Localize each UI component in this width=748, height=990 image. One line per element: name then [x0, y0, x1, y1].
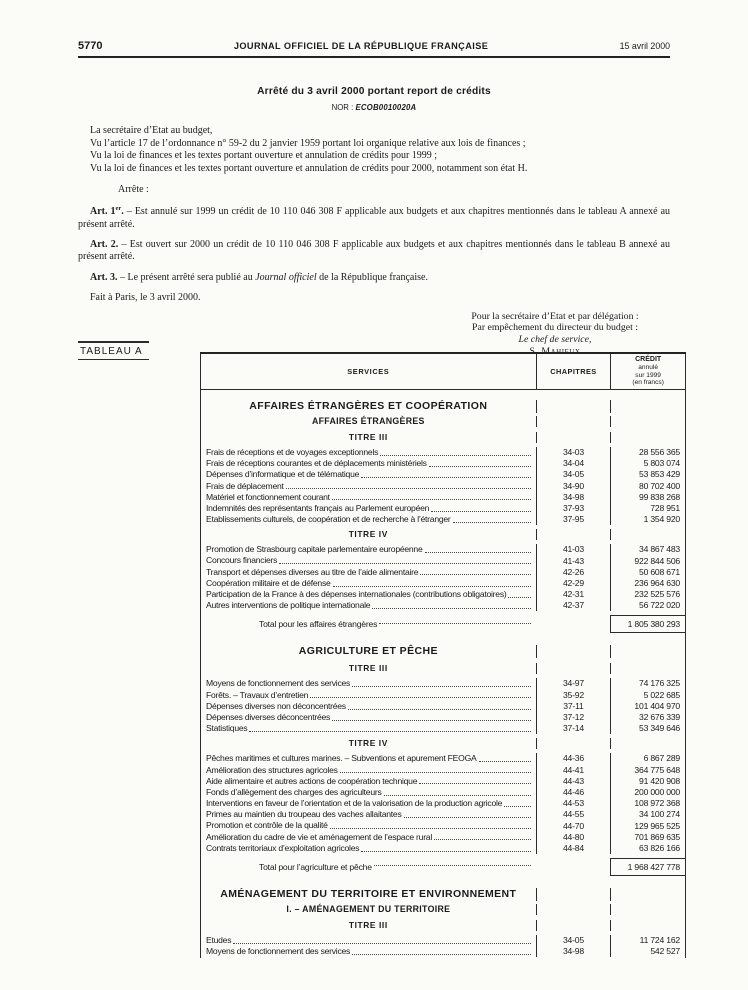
- row-credit: 53 853 429: [610, 469, 685, 480]
- dot-leader: [380, 455, 530, 456]
- dot-leader: [286, 488, 531, 489]
- row-chapter: 34-05: [536, 935, 611, 946]
- dot-leader: [361, 477, 530, 478]
- table-row-item: [201, 935, 685, 946]
- preamble-line: La secrétaire d’Etat au budget,: [90, 125, 213, 136]
- row-credit: 236 964 630: [610, 578, 685, 589]
- table-row-item: [201, 832, 685, 843]
- section-heading: TITRE IV: [348, 529, 388, 540]
- row-chapter: 37-12: [536, 712, 611, 723]
- arrete-label: Arrête :: [118, 184, 149, 196]
- credits-table: [200, 352, 686, 958]
- table-row-h2: [201, 902, 685, 916]
- row-credit: 232 525 576: [610, 589, 685, 600]
- table-row-item: [201, 514, 685, 525]
- table-row-item: [201, 469, 685, 480]
- total-amount: 1 968 427 778: [611, 858, 685, 876]
- row-chapter: 44-43: [536, 776, 611, 787]
- row-label: Fonds d’allègement des charges des agriculteurs: [206, 786, 382, 797]
- dot-leader: [352, 954, 531, 955]
- table-row-item: [201, 578, 685, 589]
- table-row-h1: [201, 390, 685, 414]
- row-label: Total pour les affaires étrangères: [259, 619, 378, 630]
- table-row-item: [201, 753, 685, 764]
- row-chapter: 44-84: [536, 843, 611, 854]
- table-row-h1: [201, 635, 685, 659]
- table-row-total: [201, 615, 685, 633]
- table-row-item: [201, 776, 685, 787]
- table-row-item: [201, 492, 685, 503]
- row-label: Participation de la France à des dépenses internationales (contributions obligatoires): [206, 589, 507, 600]
- table-row-item: [201, 458, 685, 469]
- row-chapter: 44-55: [536, 809, 611, 820]
- row-label: Frais de déplacement: [206, 480, 284, 491]
- row-label: Etablissements culturels, de coopération et de recherche à l’étranger: [206, 514, 451, 525]
- row-chapter: 34-04: [536, 458, 611, 469]
- table-row-item: [201, 481, 685, 492]
- row-label: Statistiques: [206, 723, 248, 734]
- table-row-item: [201, 787, 685, 798]
- table-row-h3: [201, 734, 685, 753]
- row-label: Promotion de Strasbourg capitale parlementaire européenne: [206, 544, 423, 555]
- row-credit: 28 556 365: [610, 447, 685, 458]
- row-chapter: 42-31: [536, 589, 611, 600]
- section-heading: TITRE IV: [348, 738, 388, 749]
- row-label: Etudes: [206, 935, 232, 946]
- row-credit: 701 869 635: [610, 832, 685, 843]
- row-chapter: 37-11: [536, 701, 611, 712]
- table-row-item: [201, 503, 685, 514]
- row-label: Total pour l’agriculture et pêche: [259, 862, 372, 873]
- dot-leader: [429, 466, 531, 467]
- dot-leader: [332, 499, 531, 500]
- dot-leader: [330, 828, 531, 829]
- preamble-line: Vu la loi de finances et les textes portant ouverture et annulation de crédits pour 1999 ;: [90, 150, 438, 162]
- journal-title: JOURNAL OFFICIEL DE LA RÉPUBLIQUE FRANÇAISE: [233, 41, 489, 51]
- row-label: Frais de réceptions courantes et de déplacements ministériels: [206, 458, 427, 469]
- table-row-item: [201, 600, 685, 611]
- table-row-h2: [201, 414, 685, 428]
- dot-leader: [361, 851, 530, 852]
- row-chapter: 41-03: [536, 544, 611, 555]
- row-label: Pêches maritimes et cultures marines. – Subventions et apurement FEOGA: [206, 753, 477, 764]
- row-credit: 34 100 274: [610, 809, 685, 820]
- row-chapter: 44-46: [536, 787, 611, 798]
- row-credit: 101 404 970: [610, 701, 685, 712]
- section-heading: TITRE III: [348, 920, 388, 931]
- table-row-item: [201, 567, 685, 578]
- row-chapter: 44-80: [536, 832, 611, 843]
- row-label: Moyens de fonctionnement des services: [206, 678, 351, 689]
- row-chapter: 42-37: [536, 600, 611, 611]
- row-chapter: 44-36: [536, 753, 611, 764]
- nor-line: [78, 103, 670, 112]
- dot-leader: [453, 522, 531, 523]
- row-credit: 56 722 020: [610, 600, 685, 611]
- row-credit: 11 724 162: [610, 935, 685, 946]
- dot-leader: [352, 686, 531, 687]
- row-label: Forêts. – Travaux d’entretien: [206, 689, 309, 700]
- table-row-item: [201, 765, 685, 776]
- row-label: Promotion et contrôle de la qualité: [206, 820, 328, 831]
- dot-leader: [340, 772, 531, 773]
- table-row-h3: [201, 525, 685, 544]
- preamble: [78, 125, 670, 175]
- dot-leader: [508, 597, 530, 598]
- row-credit: 99 838 268: [610, 492, 685, 503]
- row-credit: 542 527: [610, 946, 685, 957]
- table-row-item: [201, 723, 685, 734]
- table-row-h1: [201, 878, 685, 902]
- nor-label: NOR :: [331, 103, 354, 112]
- running-head: [78, 40, 670, 52]
- dot-leader: [504, 806, 530, 807]
- table-row-item: [201, 809, 685, 820]
- preamble-line: Vu l’article 17 de l’ordonnance n° 59-2 du 2 janvier 1959 portant loi organique relative aux lois de finances ;: [90, 137, 526, 149]
- table-row-total: [201, 858, 685, 876]
- row-credit: 364 775 648: [610, 765, 685, 776]
- dot-leader: [374, 865, 531, 866]
- row-chapter: 35-92: [536, 690, 611, 701]
- row-credit: 74 176 325: [610, 678, 685, 689]
- total-amount: 1 805 380 293: [611, 615, 685, 633]
- row-credit: 34 867 483: [610, 544, 685, 555]
- tableau-a-section: [0, 339, 748, 958]
- row-credit: 129 965 525: [610, 821, 685, 832]
- row-label: Frais de réceptions et de voyages exceptionnels: [206, 447, 379, 457]
- signature-line-2: Par empêchement du directeur du budget :: [472, 322, 638, 334]
- dot-leader: [310, 697, 530, 698]
- dot-leader: [379, 623, 531, 624]
- table-row-item: [201, 589, 685, 600]
- preamble-line: Vu la loi de finances et les textes portant ouverture et annulation de crédits pour 2000, notamment son état H.: [90, 162, 528, 174]
- dot-leader: [404, 817, 531, 818]
- table-header-row: [201, 354, 685, 390]
- table-row-item: [201, 946, 685, 957]
- table-row-item: [201, 843, 685, 854]
- dot-leader: [384, 795, 531, 796]
- issue-date: 15 avril 2000: [619, 41, 670, 51]
- row-chapter: 34-98: [536, 946, 611, 957]
- dot-leader: [332, 720, 531, 721]
- column-header-chapitres: CHAPITRES: [536, 354, 611, 389]
- row-label: Amélioration du cadre de vie et aménagement de l’espace rural: [206, 831, 432, 842]
- row-chapter: 44-53: [536, 798, 611, 809]
- row-chapter: 42-29: [536, 578, 611, 589]
- table-row-item: [201, 798, 685, 809]
- row-label: Transport et dépenses diverses au titre de l’aide alimentaire: [206, 566, 419, 577]
- page-number: 5770: [78, 40, 103, 52]
- dot-leader: [279, 563, 530, 564]
- article-paragraph: Art. 3. – Le présent arrêté sera publié au Journal officiel de la République française.: [90, 271, 428, 283]
- row-chapter: 37-93: [536, 503, 611, 514]
- row-chapter: 44-41: [536, 765, 611, 776]
- signed-at-line: Fait à Paris, le 3 avril 2000.: [90, 291, 201, 303]
- section-heading: AFFAIRES ÉTRANGÈRES ET COOPÉRATION: [249, 400, 488, 412]
- row-credit: 5 803 074: [610, 458, 685, 469]
- row-chapter: 44-70: [536, 821, 611, 832]
- decree-title: Arrêté du 3 avril 2000 portant report de crédits: [257, 86, 491, 97]
- table-row-item: [201, 556, 685, 567]
- table-row-item: [201, 821, 685, 832]
- row-label: Dépenses diverses déconcentrées: [206, 712, 331, 722]
- row-chapter: 34-97: [536, 678, 611, 689]
- dot-leader: [425, 552, 531, 553]
- row-label: Interventions en faveur de l’orientation et de la valorisation de la production agricole: [206, 798, 503, 809]
- dot-leader: [333, 586, 531, 587]
- section-heading: AGRICULTURE ET PÊCHE: [298, 645, 438, 658]
- row-credit: 63 826 166: [610, 843, 685, 854]
- articles: [78, 203, 670, 283]
- dot-leader: [431, 511, 530, 512]
- dot-leader: [233, 943, 530, 944]
- table-row-h3: [201, 916, 685, 935]
- table-row-h3: [201, 659, 685, 678]
- column-header-services: SERVICES: [347, 367, 390, 376]
- row-label: Autres interventions de politique internationale: [206, 600, 371, 611]
- row-chapter: 34-05: [536, 469, 611, 480]
- tableau-a-label: TABLEAU A: [78, 341, 149, 360]
- table-row-item: [201, 544, 685, 555]
- section-heading: AFFAIRES ÉTRANGÈRES: [311, 416, 425, 426]
- column-header-credit: CRÉDIT annulé sur 1999 (en francs): [610, 354, 685, 389]
- row-label: Dépenses d’informatique et de télématique: [206, 469, 360, 480]
- row-chapter: 37-95: [536, 514, 611, 525]
- row-label: Concours financiers: [206, 555, 278, 566]
- nor-value: ECOB0010020A: [355, 103, 417, 112]
- article-paragraph: Art. 1er. – Est annulé sur 1999 un crédit de 10 110 046 308 F applicable aux budgets et aux chapitres mentionnés dans le tableau A annexé au présent arrêté.: [78, 205, 671, 230]
- signature-line-1: Pour la secrétaire d’Etat et par délégation :: [471, 310, 639, 322]
- row-label: Moyens de fonctionnement des services: [206, 946, 351, 957]
- dot-leader: [419, 783, 530, 784]
- row-credit: 922 844 506: [610, 556, 685, 567]
- row-label: Indemnités des représentants français au Parlement européen: [206, 502, 430, 513]
- row-chapter: 41-43: [536, 556, 611, 567]
- signature-function: Le chef de service,: [518, 334, 592, 346]
- row-credit: 53 349 646: [610, 723, 685, 734]
- table-row-h3: [201, 428, 685, 447]
- dot-leader: [348, 709, 531, 710]
- row-credit: 5 022 685: [610, 690, 685, 701]
- section-heading: TITRE III: [348, 663, 388, 674]
- dot-leader: [420, 574, 530, 575]
- row-credit: 108 972 368: [610, 798, 685, 809]
- table-row-item: [201, 701, 685, 712]
- row-chapter: 37-14: [536, 723, 611, 734]
- row-credit: 6 867 289: [610, 753, 685, 764]
- row-credit: 80 702 400: [610, 481, 685, 492]
- dot-leader: [249, 731, 530, 732]
- table-row-item: [201, 678, 685, 689]
- article-paragraph: Art. 2. – Est ouvert sur 2000 un crédit de 10 110 046 308 F applicable aux budgets et aux chapitres mentionnés dans le tableau B annexé au présent arrêté.: [78, 238, 670, 263]
- table-row-item: [201, 712, 685, 723]
- row-label: Matériel et fonctionnement courant: [206, 491, 330, 502]
- dot-leader: [479, 761, 531, 762]
- row-label: Primes au maintien du troupeau des vaches allaitantes: [206, 809, 402, 820]
- table-row-item: [201, 690, 685, 701]
- row-label: Amélioration des structures agricoles: [206, 764, 338, 775]
- row-label: Coopération militaire et de défense: [206, 577, 331, 588]
- header-rule: [78, 56, 670, 58]
- row-chapter: 42-26: [536, 567, 611, 578]
- section-heading: I. – AMÉNAGEMENT DU TERRITOIRE: [286, 904, 451, 915]
- dot-leader: [372, 608, 530, 609]
- dot-leader: [434, 839, 531, 840]
- row-credit: 728 951: [610, 503, 685, 514]
- row-credit: 32 676 339: [610, 712, 685, 723]
- row-label: Contrats territoriaux d’exploitation agricoles: [206, 842, 360, 853]
- row-chapter: 34-03: [536, 447, 611, 458]
- table-row-item: [201, 447, 685, 458]
- row-chapter: 34-98: [536, 492, 611, 503]
- row-credit: 1 354 920: [610, 514, 685, 525]
- row-credit: 200 000 000: [610, 787, 685, 798]
- row-credit: 91 420 908: [610, 776, 685, 787]
- row-label: Dépenses diverses non déconcentrées: [206, 700, 346, 711]
- section-heading: TITRE III: [348, 432, 388, 442]
- row-label: Aide alimentaire et autres actions de coopération technique: [206, 775, 418, 786]
- section-heading: AMÉNAGEMENT DU TERRITOIRE ET ENVIRONNEMENT: [220, 888, 517, 901]
- row-credit: 50 608 671: [610, 567, 685, 578]
- row-chapter: 34-90: [536, 481, 611, 492]
- signature-name: S. Mahieux: [529, 345, 581, 357]
- table-body: [201, 390, 685, 957]
